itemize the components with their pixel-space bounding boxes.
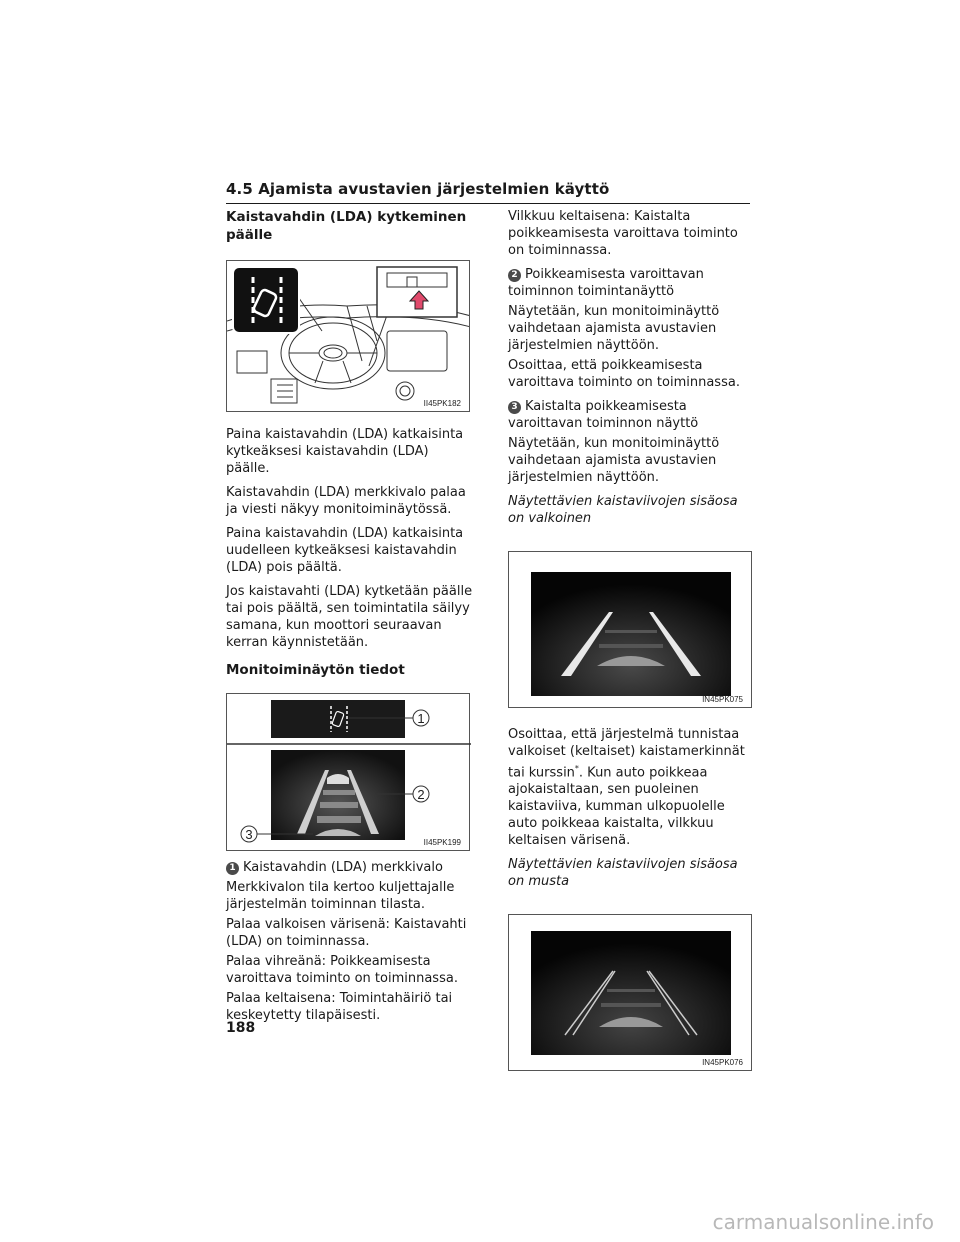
callout-3: 3 [245,827,253,842]
paragraph: Paina kaistavahdin (LDA) katkaisinta uudelleen kytkeäksesi kaistavahdin (LDA) pois päältä. [226,526,464,575]
figure-lane-black [508,914,752,1071]
paragraph: Kaistavahdin (LDA) merkkivalo palaa ja viesti näkyy monitoiminäytössä. [226,485,466,517]
item-1-title: 1 Kaistavahdin (LDA) merkkivalo [226,859,474,876]
header-rule [226,203,750,204]
right-column [508,208,752,1071]
paragraph: Paina kaistavahdin (LDA) katkaisinta kytkeäksesi kaistavahdin (LDA) päälle. [226,427,464,476]
heading-lda-on: Kaistavahdin (LDA) kytkeminen päälle [226,209,467,243]
item-3-title: 3 Kaistalta poikkeamisesta varoittavan toiminnon näyttö [508,399,699,431]
paragraph: Palaa keltaisena: Toimintahäiriö tai keskeytetty tilapäisesti. [226,991,453,1023]
dashboard-illustration [227,261,470,412]
multi-display-illustration [227,694,471,852]
figure-multi-display [226,693,470,851]
figure-code: II45PK182 [423,399,461,408]
callout-1: 1 [417,711,425,726]
figure-code: IN45PK075 [702,695,743,704]
paragraph: Jos kaistavahti (LDA) kytketään päälle tai pois päältä, sen toimintatila säilyy samana, kun moottori seuraavan kerran käynnistetään. [226,584,473,650]
paragraph: Osoittaa, että järjestelmä tunnistaa valkoiset (keltaiset) kaistamerkinnät tai kurssin*. Kun auto poikkeaa ajokaistaltaan, sen puoleinen kaistaviiva, kumman ulkopuolelle auto poikkeaa kaistalta, vilkkuu keltaisen värisenä. [508,727,745,849]
number-badge: 3 [508,401,521,414]
number-badge: 2 [508,269,521,282]
callout-2: 2 [417,787,425,802]
heading-display-info: Monitoiminäytön tiedot [226,662,405,678]
lane-white-illustration [509,552,753,709]
page-number: 188 [226,1020,256,1036]
figure-code: IN45PK076 [702,1058,743,1068]
figure-dashboard-switch [226,260,470,412]
number-badge: 1 [226,862,239,875]
paragraph: Palaa vihreänä: Poikkeamisesta varoittava toiminto on toiminnassa. [226,954,458,986]
left-column [226,208,474,1027]
paragraph: Näytetään, kun monitoiminäyttö vaihdetaan ajamista avustavien järjestelmien näyttöön. [508,304,720,353]
paragraph: Merkkivalon tila kertoo kuljettajalle järjestelmän toiminnan tilasta. [226,880,455,912]
section-title: 4.5 Ajamista avustavien järjestelmien käyttö [226,180,610,198]
paragraph: Vilkkuu keltaisena: Kaistalta poikkeamisesta varoittava toiminto on toiminnassa. [508,209,738,258]
figure-lane-white [508,551,752,708]
italic-subheading: Näytettävien kaistaviivojen sisäosa on musta [508,857,738,890]
paragraph: Osoittaa, että poikkeamisesta varoittava toiminto on toiminnassa. [508,358,740,390]
watermark: carmanualsonline.info [712,1210,934,1234]
figure-code: II45PK199 [423,838,461,847]
paragraph: Palaa valkoisen värisenä: Kaistavahti (LDA) on toiminnassa. [226,917,467,949]
lane-black-illustration [509,915,753,1072]
paragraph: Näytetään, kun monitoiminäyttö vaihdetaan ajamista avustavien järjestelmien näyttöön. [508,436,720,485]
italic-subheading: Näytettävien kaistaviivojen sisäosa on valkoinen [508,494,738,526]
item-2-title: 2 Poikkeamisesta varoittavan toiminnon toimintanäyttö [508,267,704,299]
section-header [226,180,750,204]
